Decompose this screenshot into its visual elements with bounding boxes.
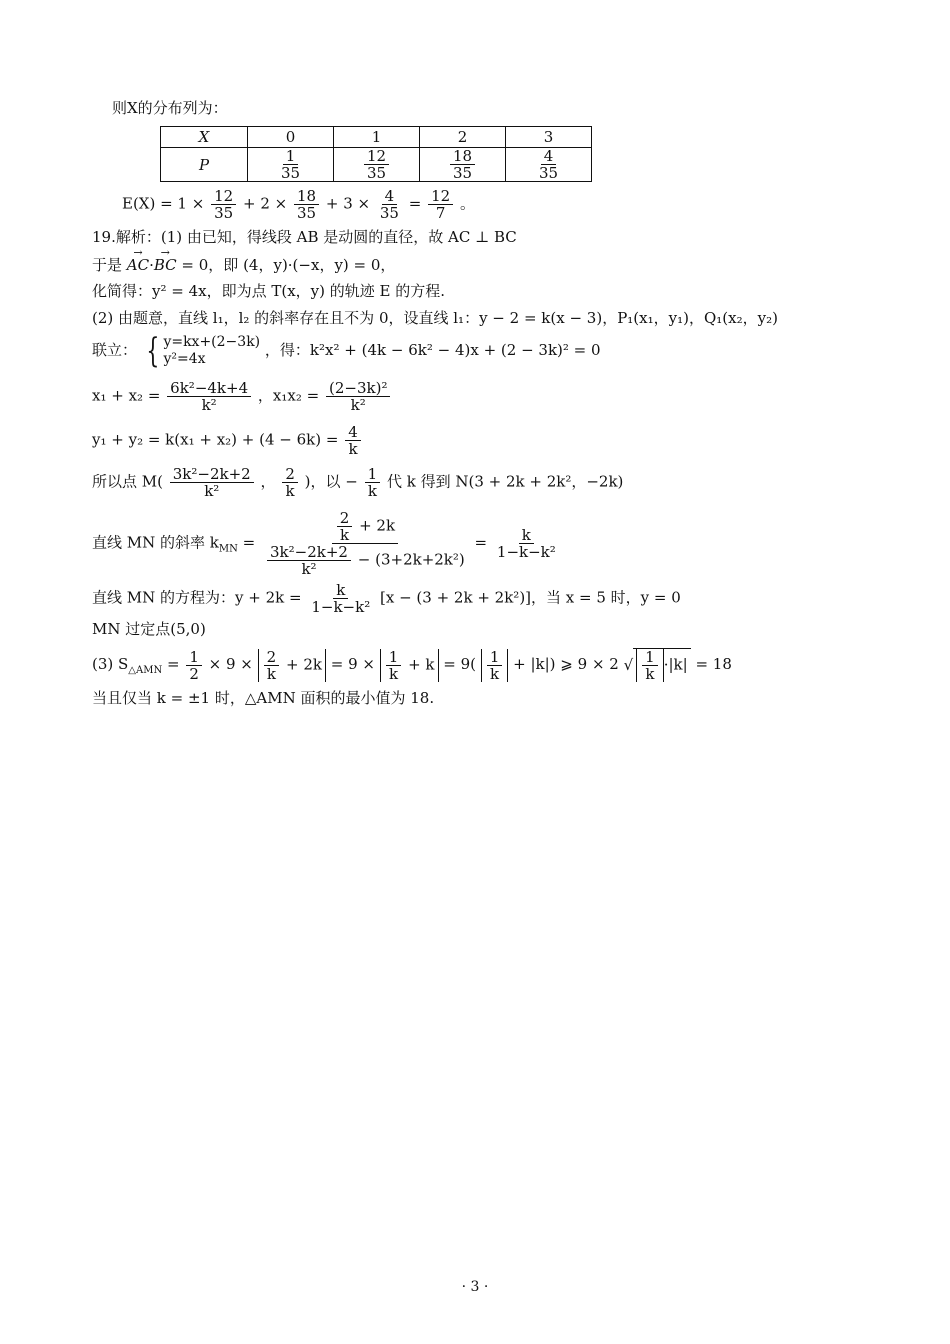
table-cell: 3 xyxy=(506,127,592,148)
solution-line-10: 直线 MN 的方程为：y + 2k = $\frac{k}{\text{1−k−k²}}$ [x − (3 + 2k + 2k²)]，当 x = 5 时，y = 0 xyxy=(92,581,681,616)
solution-line-5: 联立： { y=kx+(2−3k) y²=4x ，得：k²x² + (4k − 6k² − 4)x + (2 − 3k)² = 0 xyxy=(92,331,601,371)
table-cell: $\frac{12}{35}$ xyxy=(334,148,420,182)
table-cell: $\frac{1}{35}$ xyxy=(248,148,334,182)
solution-line-12: (3) $S_{\triangle AMN}$ = $\frac{1}{2}$ × 9 × $\frac{2}{k}$ + 2k = 9 × $\frac{1}{k}$ + k = 9( $\frac{1}{k}$ + |k|) ⩾ 9 × 2 √ $\frac{1}{k}$ ·|k| = 18 xyxy=(92,647,732,683)
page-number: · 3 · xyxy=(461,1279,489,1295)
solution-line-4: (2) 由题意，直线 l₁，l₂ 的斜率存在且不为 0，设直线 l₁：y − 2 = k(x − 3)，P₁(x₁，y₁)，Q₁(x₂，y₂) xyxy=(92,309,778,327)
table-header-row xyxy=(161,127,592,148)
table-cell: 0 xyxy=(248,127,334,148)
table-cell: 2 xyxy=(420,127,506,148)
solution-line-9: 直线 MN 的斜率 $k_{MN}$ = $\frac{2}{k}$ + 2k $\frac{\text{3k²−2k+2}}{\text{k²}}$ − (3+2k+2k²) = $\frac{k}{\text{1−k−k²}}$ xyxy=(92,509,556,578)
intro-text: 则X的分布列为： xyxy=(112,99,228,117)
distribution-table xyxy=(160,126,592,182)
solution-line-11: MN 过定点(5,0) xyxy=(92,620,206,638)
table-cell: $\frac{4}{35}$ xyxy=(506,148,592,182)
solution-line-13: 当且仅当 k = ±1 时，△AMN 面积的最小值为 18. xyxy=(92,689,435,707)
table-cell: P xyxy=(161,148,248,182)
table-cell: X xyxy=(161,127,248,148)
solution-line-8: 所以点 M( $\frac{\text{3k²−2k+2}}{\text{k²}}$ ， $\frac{2}{k}$ )，以 − $\frac{1}{k}$ 代 k 得到 N(3 + 2k + 2k²，−2k) xyxy=(92,465,624,500)
solution-line-1: 19.解析：(1) 由已知，得线段 AB 是动圆的直径，故 AC ⊥ BC xyxy=(92,228,517,246)
table-cell: $\frac{18}{35}$ xyxy=(420,148,506,182)
table-cell: 1 xyxy=(334,127,420,148)
solution-line-2: 于是 → AC·→ BC = 0，即 (4，y)·(−x，y) = 0， xyxy=(92,255,395,275)
expectation-line: E(X) = 1 × $\frac{12}{35}$ + 2 × $\frac{18}{35}$ + 3 × $\frac{4}{35}$ = $\frac{12}{7}$ 。 xyxy=(122,187,475,222)
solution-line-3: 化简得：y² = 4x，即为点 T(x，y) 的轨迹 E 的方程. xyxy=(92,282,446,300)
table-prob-row xyxy=(161,148,592,182)
solution-line-6: x₁ + x₂ = $\frac{\text{6k²−4k+4}}{\text{k²}}$ ，x₁x₂ = $\frac{\text{(2−3k)²}}{\text{k²}}$ xyxy=(92,380,392,413)
solution-line-7: y₁ + y₂ = k(x₁ + x₂) + (4 − 6k) = $\frac{4}{k}$ xyxy=(92,424,363,457)
